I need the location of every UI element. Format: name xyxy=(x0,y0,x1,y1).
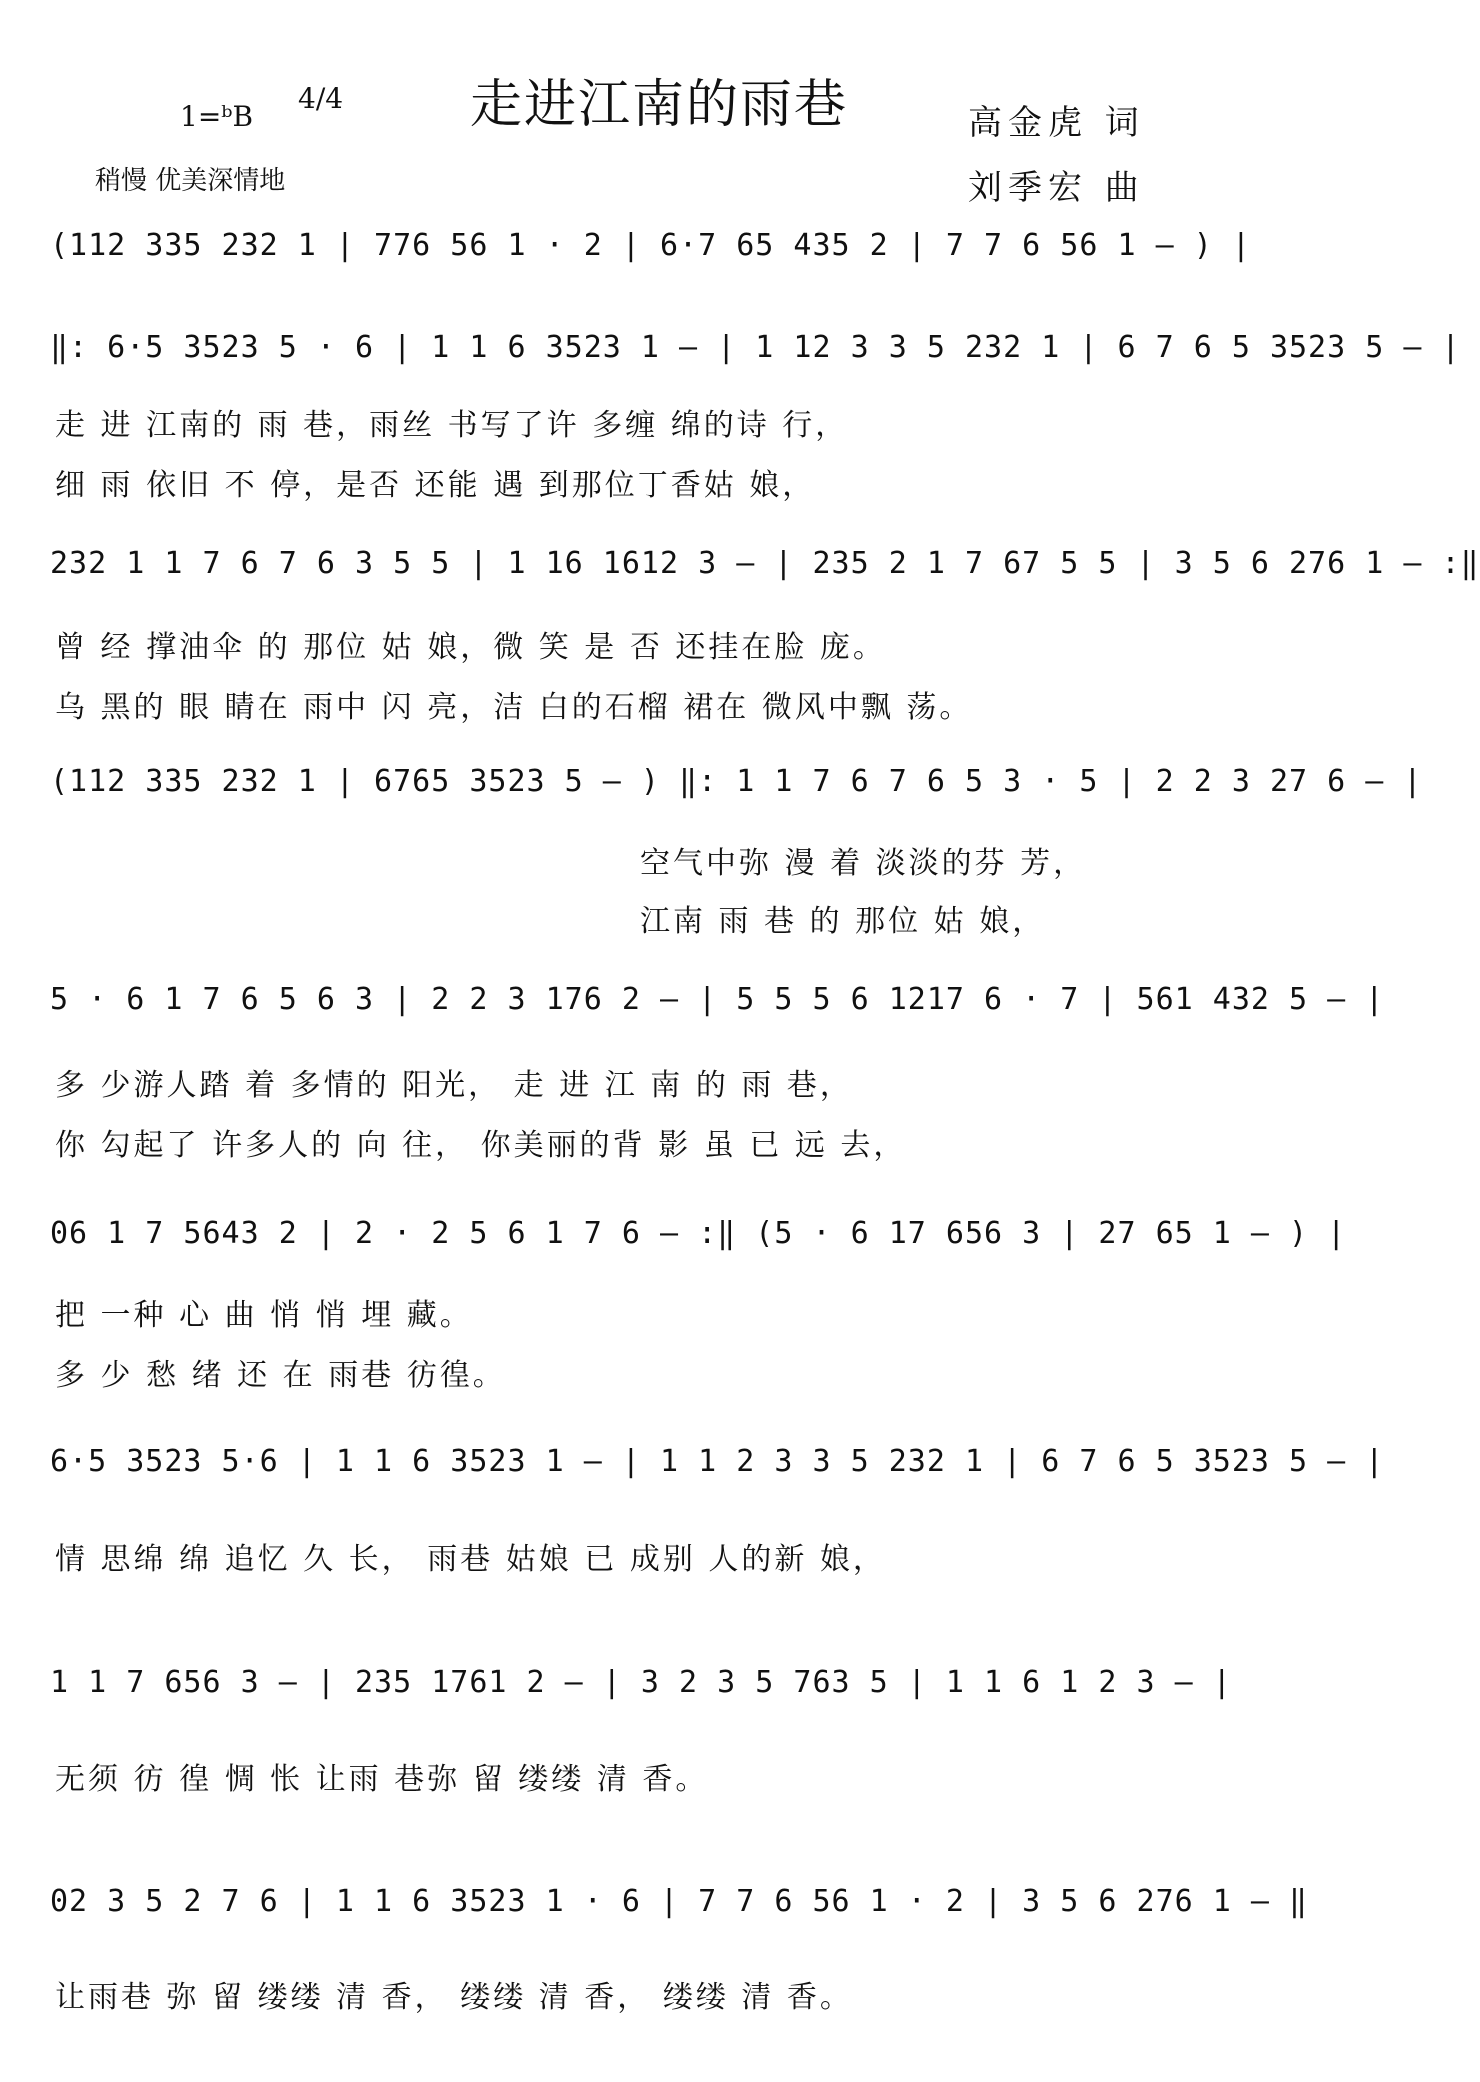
lyric-line-10: 多 少 愁 绪 还 在 雨巷 彷徨。 xyxy=(55,1358,506,1393)
tempo-marking: 稍慢 优美深情地 xyxy=(95,166,286,196)
lyric-line-5: 空气中弥 漫 着 淡淡的芬 芳， xyxy=(640,846,1087,881)
notation-line-9: 02 3 5 2 7 6 | 1 1 6 3523 1 · 6 | 7 7 6 56 1 · 2 | 3 5 6 276 1 — ‖ xyxy=(50,1884,1309,1919)
notation-line-5: 5 · 6 1 7 6 5 6 3 | 2 2 3 176 2 — | 5 5 5 6 1217 6 · 7 | 561 432 5 — | xyxy=(50,982,1385,1017)
lyric-line-1: 走 进 江南的 雨 巷，雨丝 书写了许 多缠 绵的诗 行， xyxy=(55,408,849,443)
notation-line-1: (112 335 232 1 | 776 56 1 · 2 | 6·7 65 435 2 | 7 7 6 56 1 — ) | xyxy=(50,228,1251,263)
notation-line-7: 6·5 3523 5·6 | 1 1 6 3523 1 — | 1 1 2 3 3 5 232 1 | 6 7 6 5 3523 5 — | xyxy=(50,1444,1385,1479)
lyricist-credit: 高金虎 词 xyxy=(968,103,1145,143)
lyric-line-4: 乌 黑的 眼 睛在 雨中 闪 亮，洁 白的石榴 裙在 微风中飘 荡。 xyxy=(55,690,973,725)
notation-line-2: ‖: 6·5 3523 5 · 6 | 1 1 6 3523 1 — | 1 12 3 3 5 232 1 | 6 7 6 5 3523 5 — | xyxy=(50,330,1461,365)
lyric-line-3: 曾 经 撑油伞 的 那位 姑 娘，微 笑 是 否 还挂在脸 庞。 xyxy=(55,630,886,665)
notation-line-3: 232 1 1 7 6 7 6 3 5 5 | 1 16 1612 3 — | 235 2 1 7 67 5 5 | 3 5 6 276 1 — :‖ xyxy=(50,546,1480,581)
notation-line-6: 06 1 7 5643 2 | 2 · 2 5 6 1 7 6 — :‖ (5 · 6 17 656 3 | 27 65 1 — ) | xyxy=(50,1216,1347,1251)
notation-line-4: (112 335 232 1 | 6765 3523 5 — ) ‖: 1 1 7 6 7 6 5 3 · 5 | 2 2 3 27 6 — | xyxy=(50,764,1423,799)
notation-line-8: 1 1 7 656 3 — | 235 1761 2 — | 3 2 3 5 763 5 | 1 1 6 1 2 3 — | xyxy=(50,1665,1232,1700)
lyric-line-7: 多 少游人踏 着 多情的 阳光， 走 进 江 南 的 雨 巷， xyxy=(55,1068,853,1103)
time-signature: 4/4 xyxy=(298,82,344,115)
lyric-line-12: 无须 彷 徨 惆 怅 让雨 巷弥 留 缕缕 清 香。 xyxy=(55,1762,709,1797)
lyric-line-9: 把 一种 心 曲 悄 悄 埋 藏。 xyxy=(55,1298,473,1333)
song-title: 走进江南的雨巷 xyxy=(470,75,849,135)
lyric-line-13: 让雨巷 弥 留 缕缕 清 香， 缕缕 清 香， 缕缕 清 香。 xyxy=(55,1980,853,2015)
lyric-line-2: 细 雨 依旧 不 停，是否 还能 遇 到那位丁香姑 娘， xyxy=(55,468,816,503)
lyric-line-11: 情 思绵 绵 追忆 久 长， 雨巷 姑娘 已 成别 人的新 娘， xyxy=(55,1542,886,1577)
lyric-line-8: 你 勾起了 许多人的 向 往， 你美丽的背 影 虽 已 远 去， xyxy=(55,1128,907,1163)
composer-credit: 刘季宏 曲 xyxy=(968,168,1145,208)
lyric-line-6: 江南 雨 巷 的 那位 姑 娘， xyxy=(640,904,1046,939)
key-signature: 1=ᵇB xyxy=(180,100,254,133)
